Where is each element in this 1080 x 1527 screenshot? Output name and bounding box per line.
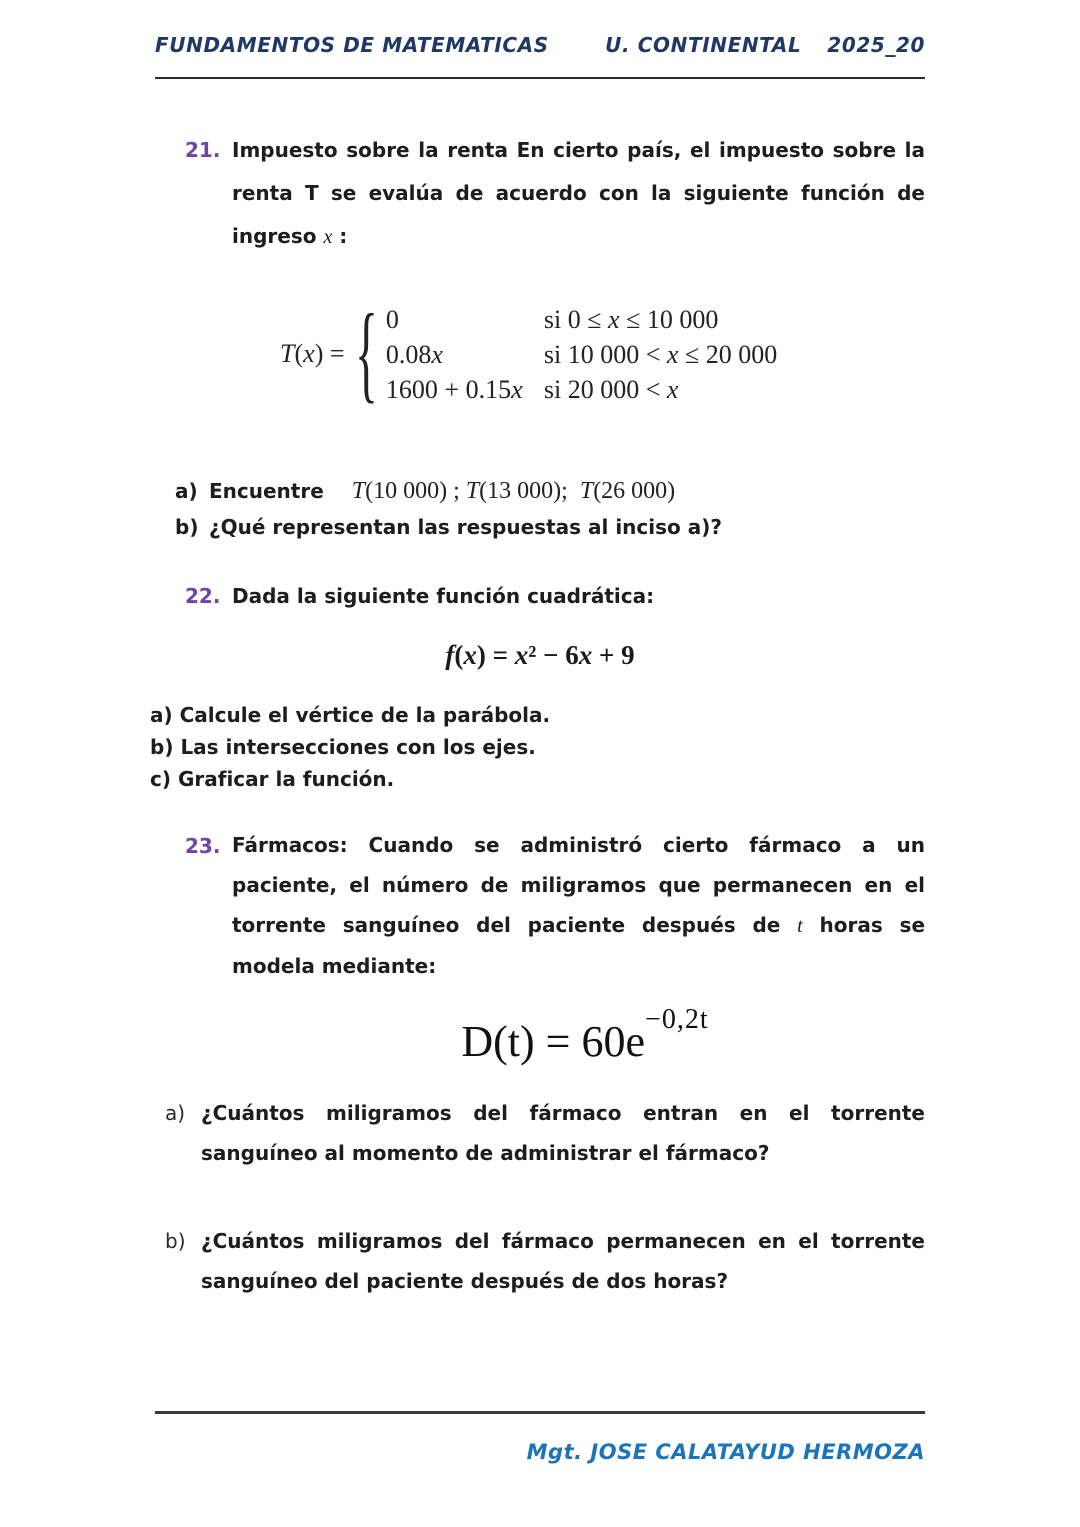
drug-decay-formula: $D(t) = 60e^{-0,2t}$ (461, 1004, 709, 1066)
problem-21-parts (155, 473, 925, 545)
problem-22-number: 22. (185, 584, 221, 608)
quadratic-formula: f(x) = x² − 6x + 9 (445, 640, 635, 670)
part-b-label: b) (175, 515, 199, 539)
header-divider (155, 77, 925, 79)
problem-21-part-a (175, 473, 925, 509)
part-b-question: ¿Qué representan las respuestas al inciso a)? (209, 515, 722, 539)
part-a-question: ¿Cuántos miligramos del fármaco entran en el torrente sanguíneo al momento de administrar el fármaco? (201, 1101, 925, 1165)
part-a-evaluations: T(10 000) ; T(13 000); T(26 000) (351, 478, 676, 504)
part-b-question: ¿Cuántos miligramos del fármaco permanecen en el torrente sanguíneo del paciente después de dos horas? (201, 1229, 925, 1293)
problem-22-statement: Dada la siguiente función cuadrática: (232, 584, 655, 608)
course-title: FUNDAMENTOS DE MATEMATICAS (155, 33, 549, 57)
problem-23 (155, 825, 925, 986)
institution-term (605, 33, 925, 57)
problem-22-parts (150, 699, 925, 795)
problem-22-part-c: c) Graficar la función. (150, 767, 395, 791)
piece-3-condition: si 20 000 < x (543, 374, 679, 404)
income-variable: x (323, 226, 333, 248)
exponent: −0,2t (645, 1004, 709, 1035)
piece-2-expression: 0.08x (385, 339, 443, 369)
page-footer (155, 1411, 925, 1464)
footer-divider (155, 1411, 925, 1414)
function-lhs: T(x) = (280, 339, 352, 368)
piecewise-function (280, 293, 925, 415)
piece-2-condition: si 10 000 < x ≤ 20 000 (543, 339, 778, 369)
problem-22-part-a: a) Calcule el vértice de la parábola. (150, 703, 551, 727)
page-header (155, 33, 925, 57)
left-brace: { (355, 293, 378, 415)
problem-22-part-b: b) Las intersecciones con los ejes. (150, 735, 536, 759)
part-a-verb: Encuentre (209, 479, 324, 503)
time-variable: t (797, 915, 803, 937)
piece-1-expression: 0 (385, 304, 399, 334)
problem-21-statement: Impuesto sobre la renta En cierto país, el impuesto sobre la renta T se evalúa de acuerdo con la siguiente función de ingreso x : (232, 138, 925, 248)
author-name: Mgt. JOSE CALATAYUD HERMOZA (526, 1440, 925, 1464)
part-b-label: b) (165, 1229, 186, 1253)
problem-21-number: 21. (185, 138, 221, 162)
problem-23-statement: Fármacos: Cuando se administró cierto fármaco a un paciente, el número de miligramos que permanecen en el torrente sanguíneo del paciente después de t horas se modela mediante: (232, 833, 926, 978)
problem-21 (155, 129, 925, 259)
piecewise-rows (386, 302, 777, 407)
problem-22 (155, 575, 925, 618)
piece-3-expression: 1600 + 0.15x (385, 374, 523, 404)
part-a-label: a) (165, 1101, 186, 1125)
piece-1-condition: si 0 ≤ x ≤ 10 000 (543, 304, 719, 334)
problem-21-part-b (175, 509, 925, 545)
part-a-label: a) (175, 479, 198, 503)
problem-23-number: 23. (185, 834, 221, 858)
term-label: 2025_20 (827, 33, 925, 57)
institution-name: U. CONTINENTAL (605, 33, 802, 57)
problem-23-part-a (155, 1093, 925, 1173)
problem-23-part-b (155, 1221, 925, 1301)
